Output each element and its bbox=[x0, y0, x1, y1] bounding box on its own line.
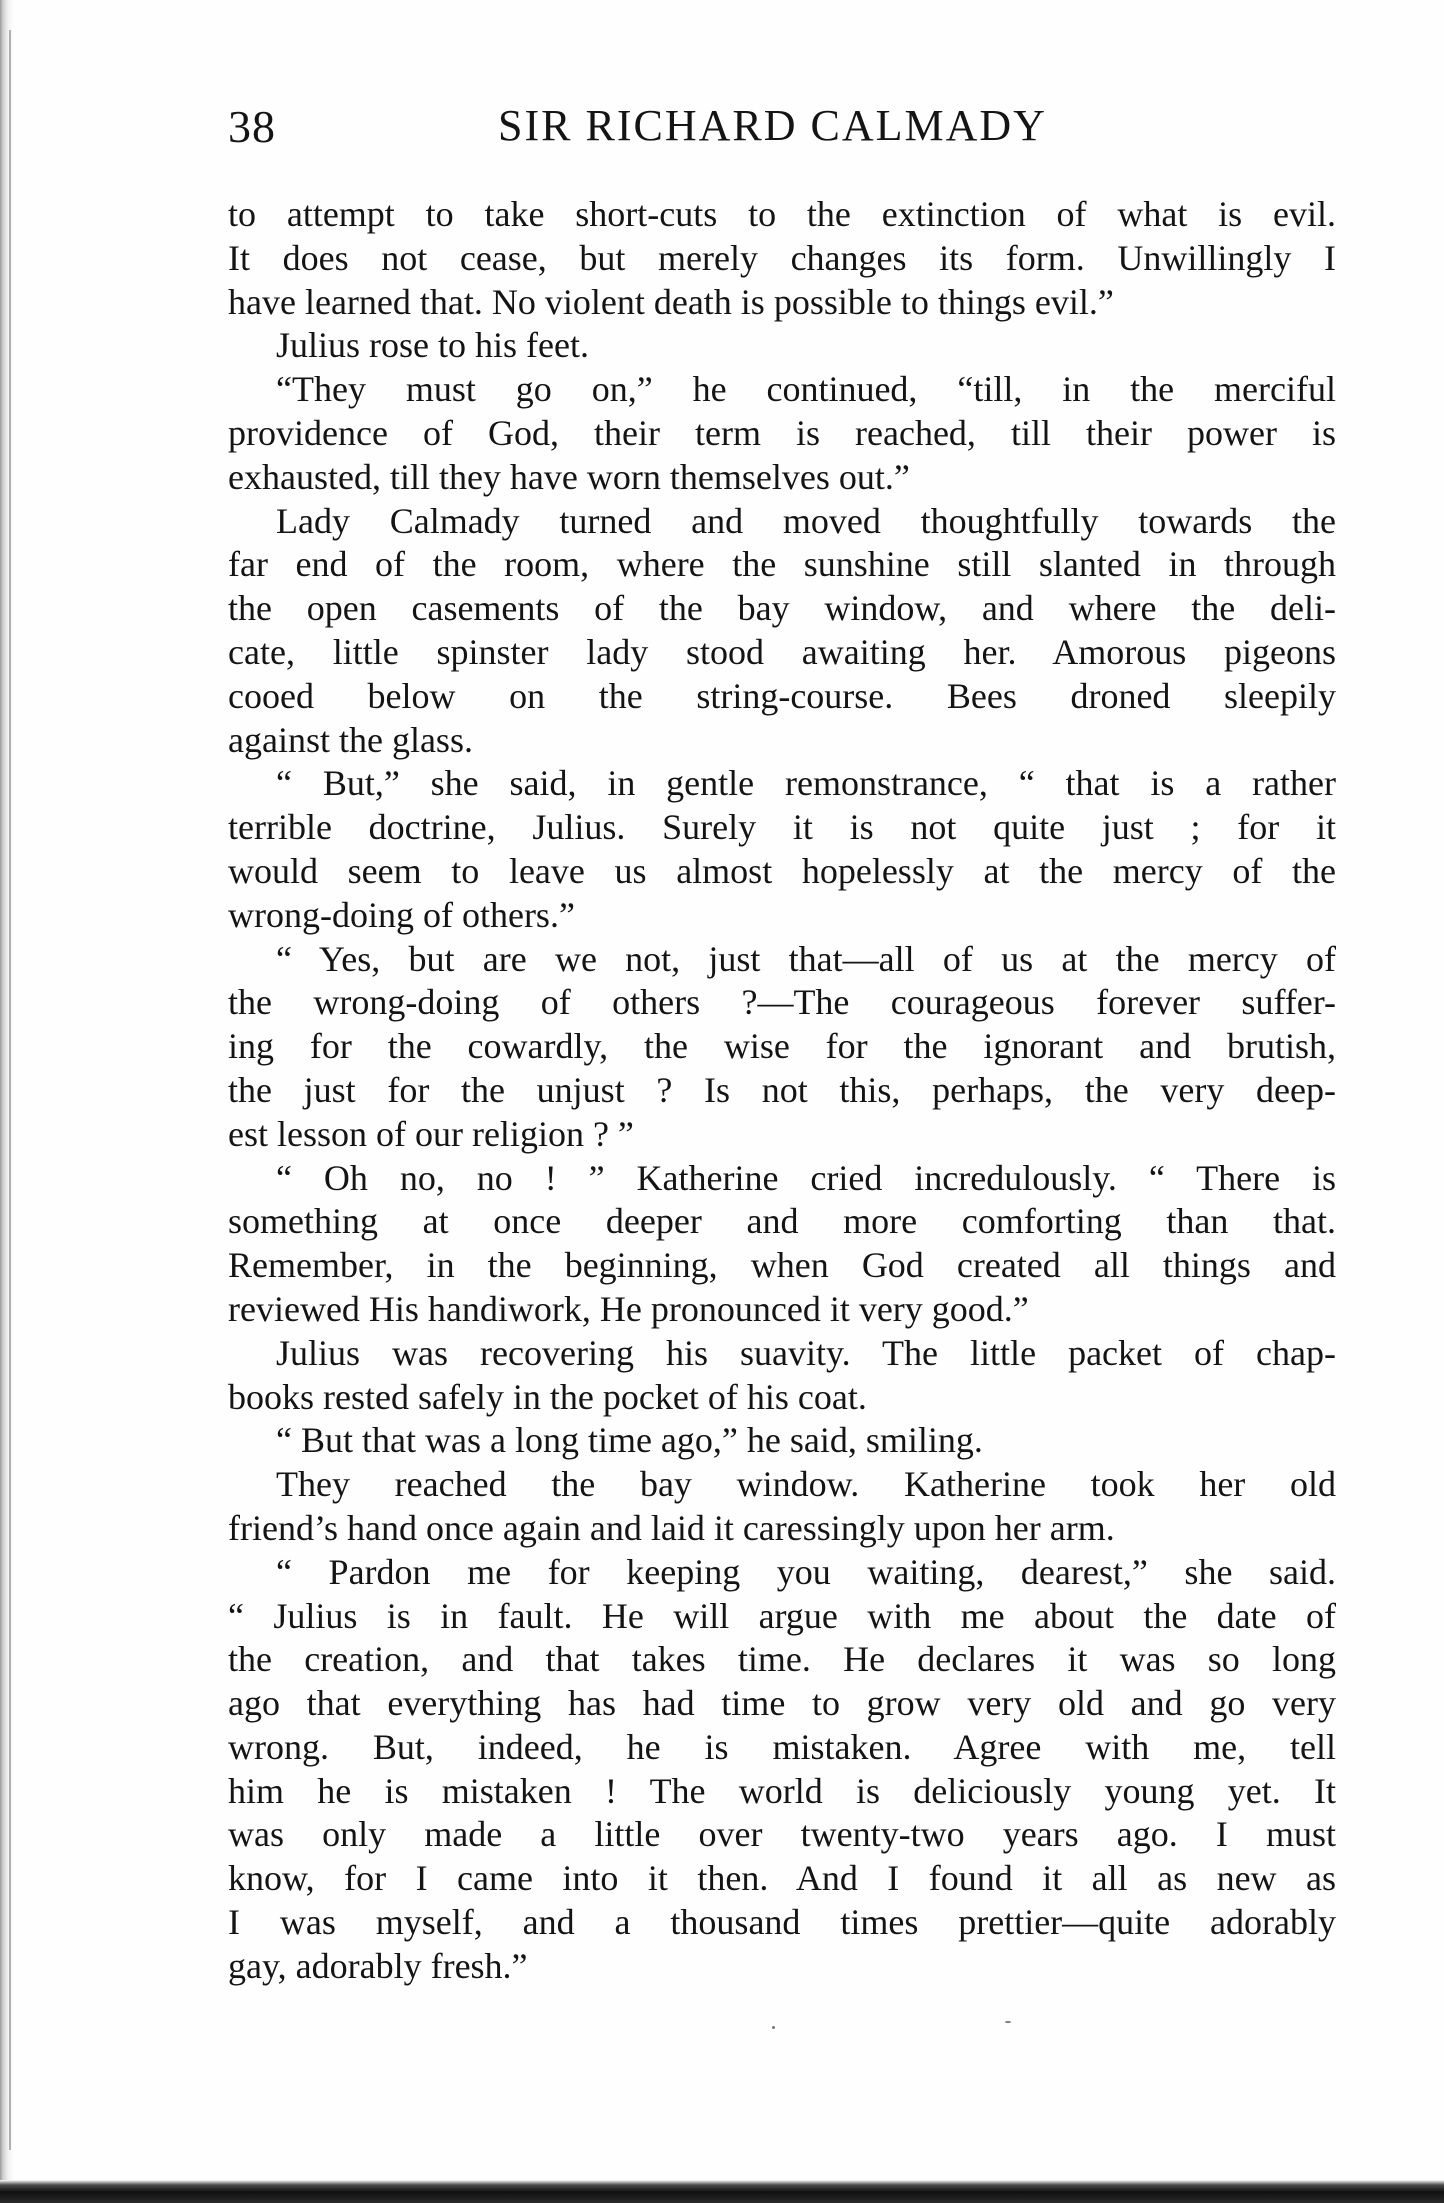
text-line: wrong. But, indeed, he is mistaken. Agree with me, tell bbox=[228, 1726, 1336, 1767]
text-line: “ Julius is in fault. He will argue with me about the date of bbox=[228, 1595, 1336, 1636]
text-line: “ Yes, but are we not, just that—all of us at the mercy of bbox=[276, 938, 1336, 979]
binding-edge bbox=[0, 0, 14, 2203]
text-line: have learned that. No violent death is possible to things evil.” bbox=[228, 281, 1114, 322]
scan-bottom-edge bbox=[0, 2180, 1444, 2203]
print-speck bbox=[772, 2026, 775, 2029]
text-line: “ Pardon me for keeping you waiting, dearest,” she said. bbox=[276, 1551, 1336, 1592]
text-line: gay, adorably fresh.” bbox=[228, 1945, 528, 1986]
text-line: providence of God, their term is reached, till their power is bbox=[228, 412, 1336, 453]
text-line: ago that everything has had time to grow very old and go very bbox=[228, 1683, 1336, 1724]
text-line: cooed below on the string-course. Bees droned sleepily bbox=[228, 675, 1336, 716]
text-line: reviewed His handiwork, He pronounced it very good.” bbox=[228, 1288, 1029, 1329]
text-line: exhausted, till they have worn themselves out.” bbox=[228, 456, 910, 497]
text-line: friend’s hand once again and laid it caressingly upon her arm. bbox=[228, 1507, 1115, 1548]
running-title: SIR RICHARD CALMADY bbox=[498, 101, 1047, 150]
text-line: “ Oh no, no ! ” Katherine cried incredulously. “ There is bbox=[276, 1157, 1336, 1198]
text-line: would seem to leave us almost hopelessly at the mercy of the bbox=[228, 850, 1336, 891]
text-line: Lady Calmady turned and moved thoughtfully towards the bbox=[276, 500, 1336, 541]
text-line: know, for I came into it then. And I found it all as new as bbox=[228, 1858, 1336, 1899]
text-line: wrong-doing of others.” bbox=[228, 894, 575, 935]
text-line: the creation, and that takes time. He declares it was so long bbox=[228, 1639, 1336, 1680]
page-number: 38 bbox=[228, 101, 276, 152]
text-line: the open casements of the bay window, and where the deli- bbox=[228, 588, 1336, 629]
text-line: cate, little spinster lady stood awaiting her. Amorous pigeons bbox=[228, 631, 1336, 672]
text-line: They reached the bay window. Katherine took her old bbox=[276, 1464, 1336, 1505]
text-line: the wrong-doing of others ?—The courageous forever suffer- bbox=[228, 982, 1336, 1023]
text-line: est lesson of our religion ? ” bbox=[228, 1113, 634, 1154]
text-line: Julius rose to his feet. bbox=[276, 325, 589, 366]
text-line: “ But,” she said, in gentle remonstrance, “ that is a rather bbox=[276, 763, 1336, 804]
text-line: against the glass. bbox=[228, 719, 473, 760]
text-line: ing for the cowardly, the wise for the ignorant and brutish, bbox=[228, 1026, 1336, 1067]
text-line: was only made a little over twenty-two years ago. I must bbox=[228, 1814, 1336, 1855]
text-line: Remember, in the beginning, when God created all things and bbox=[228, 1245, 1336, 1286]
text-line: I was myself, and a thousand times prettier—quite adorably bbox=[228, 1902, 1336, 1943]
text-line: “They must go on,” he continued, “till, in the merciful bbox=[276, 369, 1336, 410]
page-header bbox=[228, 100, 1336, 160]
text-line: something at once deeper and more comforting than that. bbox=[228, 1201, 1336, 1242]
text-line: Julius was recovering his suavity. The little packet of chap- bbox=[276, 1332, 1336, 1373]
binding-gutter-line bbox=[9, 30, 11, 2150]
text-line: “ But that was a long time ago,” he said, smiling. bbox=[276, 1420, 983, 1461]
text-line: terrible doctrine, Julius. Surely it is not quite just ; for it bbox=[228, 807, 1336, 848]
text-line: him he is mistaken ! The world is deliciously young yet. It bbox=[228, 1770, 1336, 1811]
text-line: books rested safely in the pocket of his coat. bbox=[228, 1376, 867, 1417]
text-line: far end of the room, where the sunshine still slanted in through bbox=[228, 544, 1336, 585]
body-text bbox=[228, 193, 1336, 1989]
text-line: the just for the unjust ? Is not this, perhaps, the very deep- bbox=[228, 1069, 1336, 1110]
text-line: It does not cease, but merely changes its form. Unwillingly I bbox=[228, 237, 1336, 278]
print-speck bbox=[1005, 2021, 1011, 2023]
text-line: to attempt to take short-cuts to the extinction of what is evil. bbox=[228, 194, 1336, 234]
